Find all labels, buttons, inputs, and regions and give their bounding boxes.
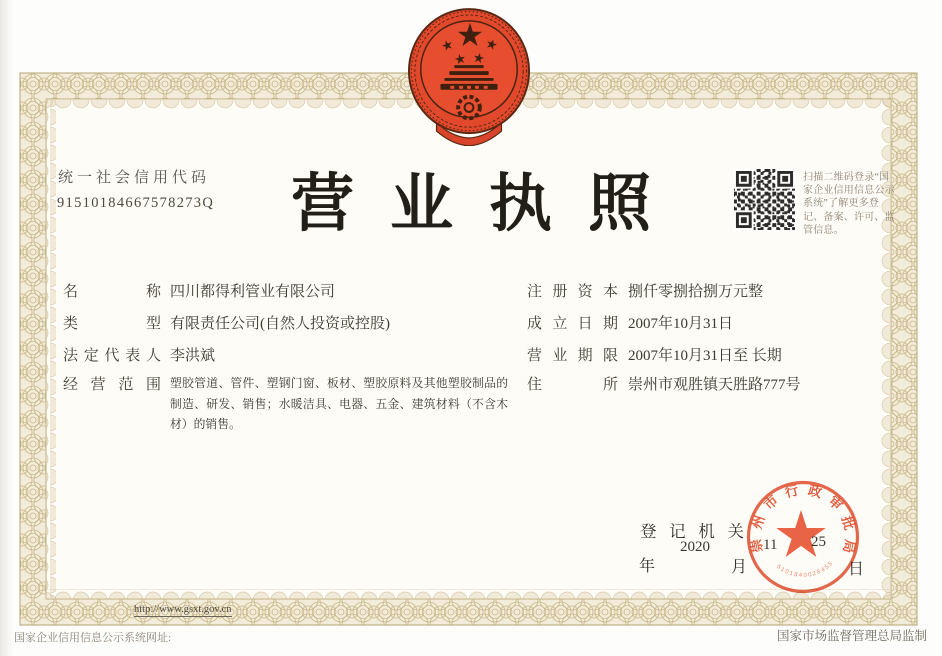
field-label-business-term: 营 业 期 限	[527, 348, 618, 364]
credit-code-label: 统一社会信用代码	[58, 170, 211, 186]
field-value-name: 四川都得利管业有限公司	[170, 284, 336, 300]
field-label-legal-representative: 法 定 代 表 人	[63, 348, 161, 364]
footer-site-label: 国家企业信用信息公示系统网址:	[14, 632, 172, 644]
credit-code-value: 91510184667578273Q	[57, 195, 215, 211]
license-title: 营业执照	[291, 169, 687, 239]
field-value-type: 有限责任公司(自然人投资或控股)	[170, 316, 390, 332]
registration-day: 25	[811, 534, 826, 550]
registration-month: 11	[763, 537, 778, 553]
registration-year: 2020	[680, 539, 710, 555]
field-label-registered-capital: 注 册 资 本	[527, 284, 618, 300]
registration-authority-label: 登 记 机 关	[640, 522, 744, 541]
field-label-business-scope: 经 营 范 围	[63, 377, 161, 393]
national-emblem	[407, 6, 531, 146]
field-value-legal-representative: 李洪斌	[170, 348, 216, 364]
stamp-arc-text: 崇州市行政审批局	[748, 482, 858, 555]
field-label-name: 名 称	[63, 284, 161, 300]
gsxt-url: http://www.gsxt.gov.cn	[134, 604, 232, 615]
svg-text:5101840028455	[775, 561, 834, 579]
day-unit: 日	[848, 561, 865, 578]
field-value-establish-date: 2007年10月31日	[628, 316, 734, 332]
year-unit: 年	[639, 558, 656, 575]
field-value-business-scope: 塑胶管道、管件、塑钢门窗、板材、塑胶原料及其他塑胶制品的制造、研发、销售；水暖洁具、电器、五金、建筑材料（不含木材）的销售。	[170, 376, 508, 431]
stamp-serial-code: 5101840028455	[775, 561, 835, 579]
field-label-address: 住 所	[527, 377, 618, 393]
month-unit: 月	[731, 559, 748, 576]
field-label-type: 类 型	[63, 316, 161, 332]
footer-issuer: 国家市场监督管理总局监制	[777, 629, 928, 643]
qr-code	[732, 168, 797, 231]
field-label-establish-date: 成 立 日 期	[527, 316, 618, 332]
field-value-business-term: 2007年10月31日至 长期	[628, 348, 782, 364]
qr-caption: 扫描二维码登录“国家企业信用信息公示系统”了解更多登记、备案、许可、监管信息。	[803, 172, 895, 236]
official-seal-stamp	[744, 478, 865, 596]
field-value-registered-capital: 捌仟零捌拾捌万元整	[628, 284, 764, 300]
field-value-address: 崇州市观胜镇天胜路777号	[628, 377, 801, 393]
